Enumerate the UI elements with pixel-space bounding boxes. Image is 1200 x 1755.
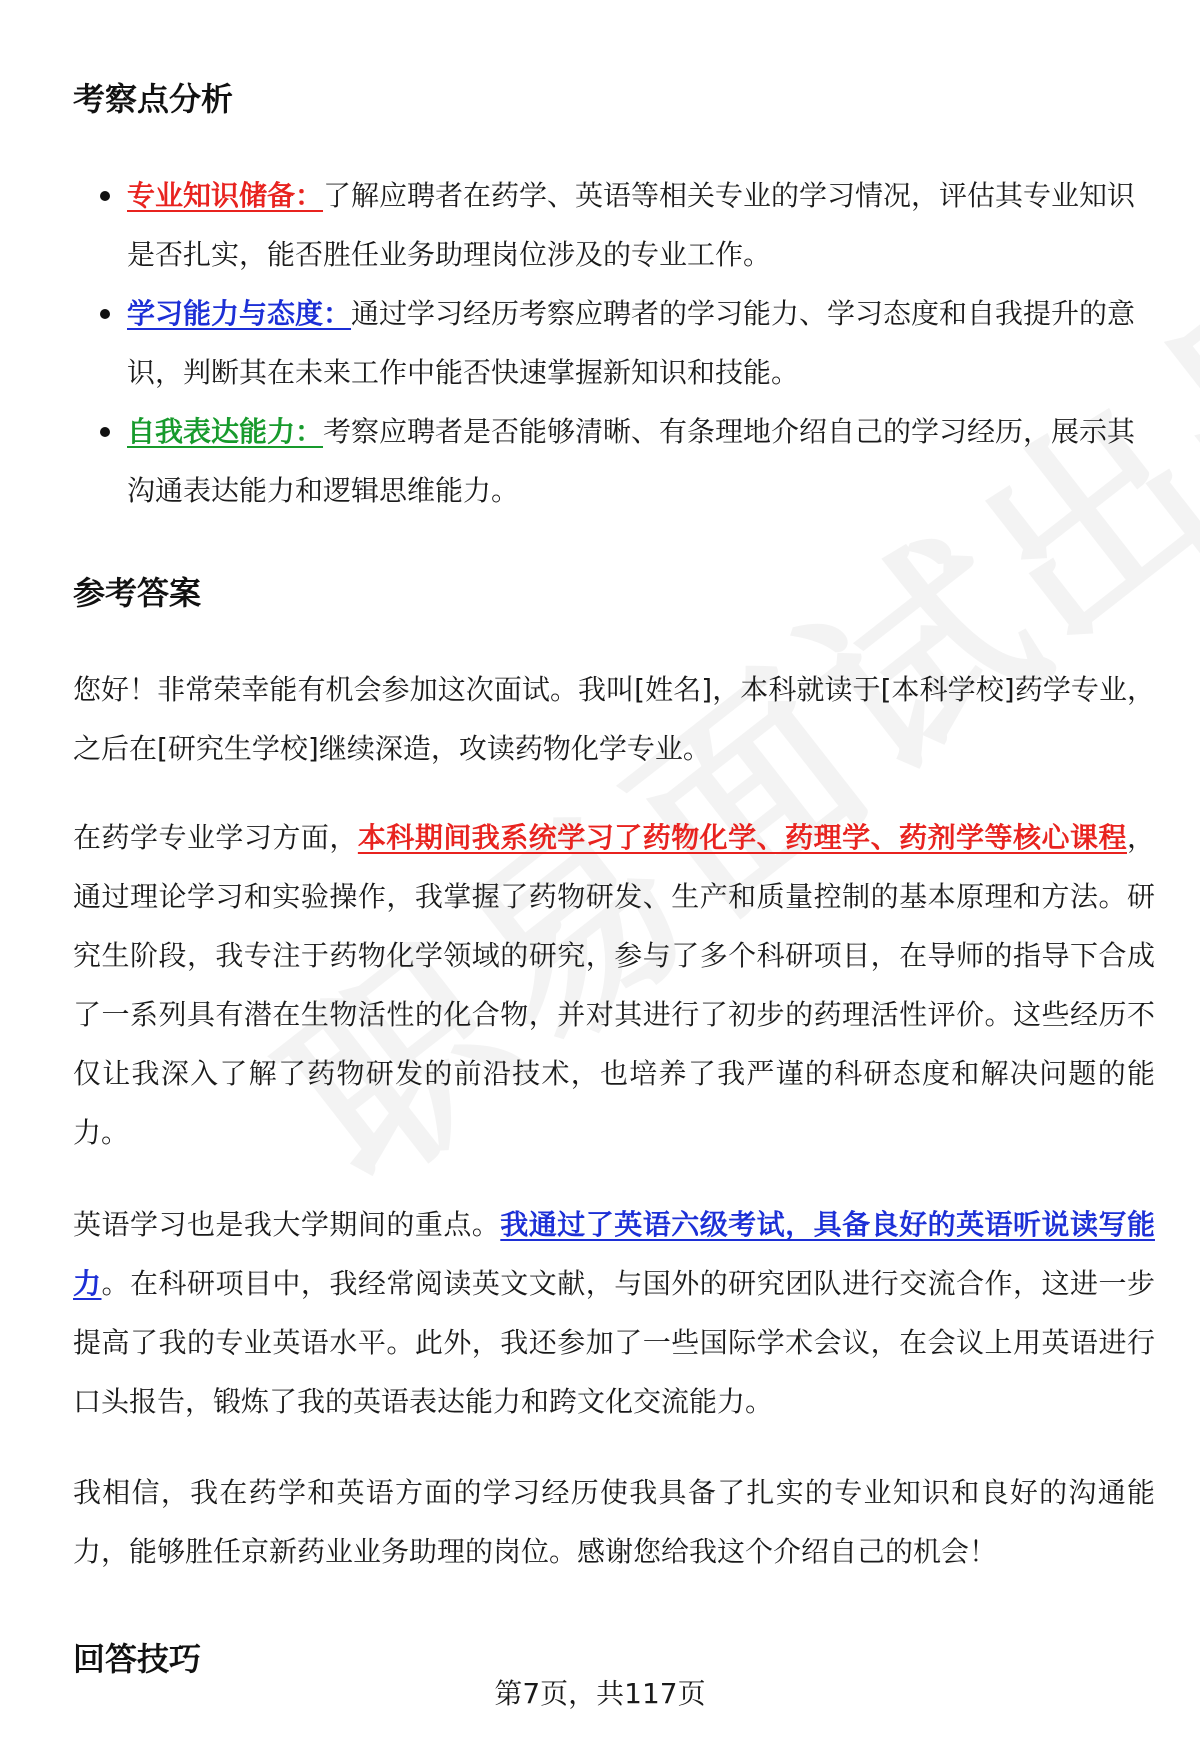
point-text: 了解应聘者在药学、英语等相关专业的学习情况，评估其专业知识是否扎实，能否胜任业务助理岗位涉及的专业工作。 bbox=[127, 179, 1136, 271]
answer-paragraph-pharmacy bbox=[73, 808, 1155, 1162]
section-title-answer: 参考答案 bbox=[73, 574, 202, 612]
point-label: 自我表达能力： bbox=[127, 415, 324, 448]
paragraph-text: 英语学习也是我大学期间的重点。 bbox=[73, 1208, 501, 1241]
answer-paragraph-english bbox=[73, 1195, 1155, 1431]
page-number: 第7页，共117页 bbox=[494, 1677, 706, 1710]
paragraph-text: ，通过理论学习和实验操作，我掌握了药物研发、生产和质量控制的基本原理和方法。研究生阶段，我专注于药物化学领域的研究，参与了多个科研项目，在导师的指导下合成了一系列具有潜在生物活性的化合物，并对其进行了初步的药理活性评价。这些经历不仅让我深入了解了药物研发的前沿技术，也培养了我严谨的科研态度和解决问题的能力。 bbox=[73, 821, 1155, 1149]
list-item bbox=[73, 166, 1155, 284]
bullet-icon bbox=[100, 309, 110, 319]
list-item bbox=[73, 284, 1155, 402]
paragraph-text: 。在科研项目中，我经常阅读英文文献，与国外的研究团队进行交流合作，这进一步提高了我的专业英语水平。此外，我还参加了一些国际学术会议，在会议上用英语进行口头报告，锻炼了我的英语表达能力和跨文化交流能力。 bbox=[73, 1267, 1155, 1418]
answer-paragraph-intro: 您好！非常荣幸能有机会参加这次面试。我叫[姓名]，本科就读于[本科学校]药学专业，之后在[研究生学校]继续深造，攻读药物化学专业。 bbox=[73, 673, 1155, 765]
section-title-analysis: 考察点分析 bbox=[73, 80, 234, 118]
point-label: 专业知识储备： bbox=[127, 179, 324, 212]
bullet-icon bbox=[100, 191, 110, 201]
list-item bbox=[73, 402, 1155, 520]
answer-paragraph-closing: 我相信，我在药学和英语方面的学习经历使我具备了扎实的专业知识和良好的沟通能力，能够胜任京新药业业务助理的岗位。感谢您给我这个介绍自己的机会！ bbox=[73, 1476, 1155, 1568]
point-label: 学习能力与态度： bbox=[127, 297, 352, 330]
highlight-text: 我通过了英语六级考试，具备良好的英语听说读写能力 bbox=[73, 1208, 1155, 1300]
point-text: 考察应聘者是否能够清晰、有条理地介绍自己的学习经历，展示其沟通表达能力和逻辑思维能力。 bbox=[127, 415, 1136, 507]
bullet-icon bbox=[100, 427, 110, 437]
paragraph-text: 在药学专业学习方面， bbox=[73, 821, 358, 854]
section-title-tips: 回答技巧 bbox=[73, 1640, 202, 1678]
analysis-points-list bbox=[73, 166, 1155, 520]
point-text: 通过学习经历考察应聘者的学习能力、学习态度和自我提升的意识，判断其在未来工作中能否快速掌握新知识和技能。 bbox=[127, 297, 1136, 389]
highlight-text: 本科期间我系统学习了药物化学、药理学、药剂学等核心课程 bbox=[357, 821, 1127, 854]
